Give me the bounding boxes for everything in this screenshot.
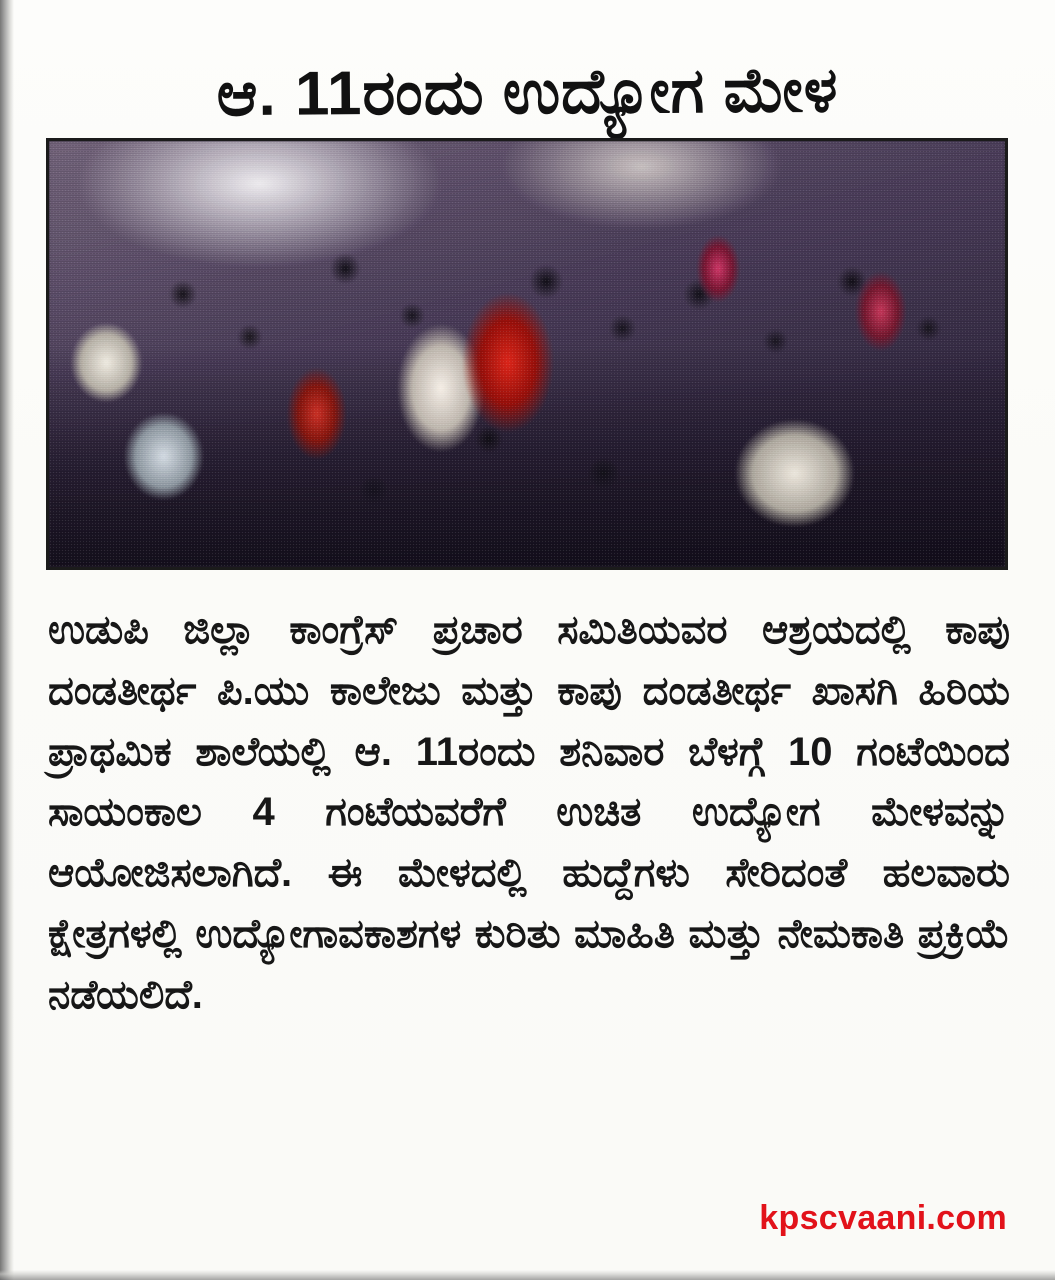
article-body [48, 600, 1010, 1026]
site-watermark: kpscvaani.com [759, 1199, 1007, 1237]
article-photo [46, 138, 1008, 570]
page-title: ಆ. 11ರಂದು ಉದ್ಯೋಗ ಮೇಳ [216, 55, 839, 129]
article-body-paragraph: ಉಡುಪಿ ಜಿಲ್ಲಾ ಕಾಂಗ್ರೆಸ್ ಪ್ರಚಾರ ಸಮಿತಿಯವರ ಆಶ್ರಯದಲ್ಲಿ ಕಾಪು ದಂಡತೀರ್ಥ ಪಿ.ಯು ಕಾಲೇಜು ಮತ್ತು ಕಾಪು ದಂಡತೀರ್ಥ ಖಾಸಗಿ ಹಿರಿಯ ಪ್ರಾಥಮಿಕ ಶಾಲೆಯಲ್ಲಿ ಆ. 11ರಂದು ಶನಿವಾರ ಬೆಳಗ್ಗೆ 10 ಗಂಟೆಯಿಂದ ಸಾಯಂಕಾಲ 4 ಗಂಟೆಯವರೆಗೆ ಉಚಿತ ಉದ್ಯೋಗ ಮೇಳವನ್ನು ಆಯೋಜಿಸಲಾಗಿದೆ. ಈ ಮೇಳದಲ್ಲಿ ಹುದ್ದೆಗಳು ಸೇರಿದಂತೆ ಹಲವಾರು ಕ್ಷೇತ್ರಗಳಲ್ಲಿ ಉದ್ಯೋಗಾವಕಾಶಗಳ ಕುರಿತು ಮಾಹಿತಿ ಮತ್ತು ನೇಮಕಾತಿ ಪ್ರಕ್ರಿಯೆ ನಡೆಯಲಿದೆ. [48, 608, 1010, 1017]
scan-edge-left [0, 0, 14, 1280]
photo-image [49, 141, 1005, 567]
scan-edge-bottom [0, 1270, 1055, 1280]
